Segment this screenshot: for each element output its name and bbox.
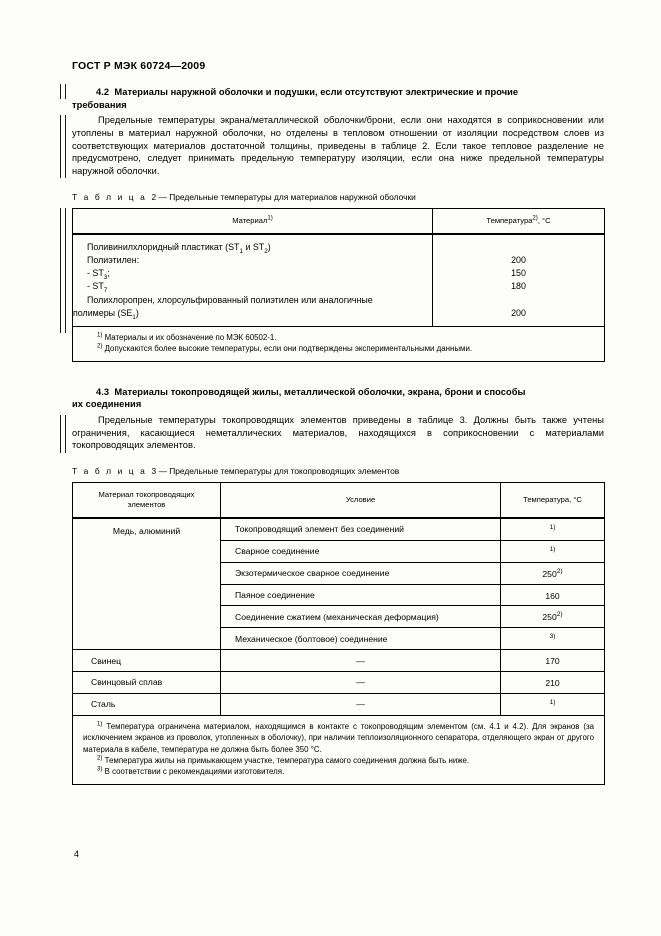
table3-caption	[72, 466, 604, 477]
table3-notes-row	[73, 715, 605, 784]
table2-material-cell	[73, 234, 433, 327]
table2-note-2: $^{2)}$ Допускаются более высокие температуры, если они подтверждены экспериментальными данными.	[97, 342, 473, 354]
table2-notes-row	[73, 326, 605, 361]
table2-material-line-3: - $ST_3$;	[87, 268, 110, 281]
table3-temperature-0: 1)	[501, 518, 605, 540]
table3-temperature-7: 210	[501, 672, 605, 694]
table-row	[73, 518, 605, 540]
table3-condition-0: Токопроводящий элемент без соединений	[221, 518, 501, 540]
change-bar	[60, 115, 66, 178]
table-row	[73, 650, 605, 672]
section-43-heading	[72, 386, 604, 411]
table2-header-temperature	[433, 208, 605, 234]
table3-note-3: $^{3)}$ В соответствии с рекомендациями изготовителя.	[97, 765, 285, 777]
section-42-number: 4.2	[96, 87, 110, 97]
table3-temperature-2: 250$^{2)}$	[501, 562, 605, 584]
table2-notes-cell	[73, 326, 605, 361]
table3-temperature-6: 170	[501, 650, 605, 672]
table2-caption-label: Т а б л и ц а	[72, 191, 147, 202]
change-bar	[60, 415, 66, 453]
table3-header-row	[73, 483, 605, 519]
table3-temperature-5: 3)	[501, 628, 605, 650]
table2-temperature-cell	[433, 234, 605, 327]
table2-header-temperature-text: Температура	[486, 215, 533, 225]
change-bar	[60, 84, 66, 99]
table3-condition-1: Сварное соединение	[221, 540, 501, 562]
table3-temperature-4: 250$^{2)}$	[501, 606, 605, 628]
table2-caption-dash: —	[158, 191, 167, 202]
table2-header-temperature-unit: , °С	[537, 215, 551, 225]
section-43-body-text: Предельные температуры токопроводящих элементов приведены в таблице 3. Должны быть также учтены ограничения, касающиеся неметаллических материалов, находящихся в соприкосновении с материалами токопроводящих элементов.	[72, 414, 604, 451]
table2-header-material	[73, 208, 433, 234]
table2-note-1: $^{1)}$ Материалы и их обозначение по МЭК 60502-1.	[97, 331, 277, 342]
table3-material-copper-aluminium: Медь, алюминий	[73, 518, 221, 650]
table2-material-line-5: Полихлоропрен, хлорсульфированный полиэтилен или аналогичные	[87, 294, 373, 305]
section-43-body	[72, 414, 604, 452]
table3-temperature-3: 160	[501, 584, 605, 606]
table3-header-condition: Условие	[221, 483, 501, 519]
table2-material-line-6: полимеры $(SE_1)$	[73, 307, 139, 321]
table3-condition-6: —	[221, 650, 501, 672]
table3-material-steel: Сталь	[73, 693, 221, 715]
table-row	[73, 672, 605, 694]
table3	[72, 482, 605, 785]
table3-temperature-8: 1)	[501, 693, 605, 715]
table3-condition-4: Соединение сжатием (механическая деформация)	[221, 606, 501, 628]
table3-header-material-text: Материал токопроводящих	[98, 490, 195, 500]
spacer	[433, 294, 604, 307]
standard-header: ГОСТ Р МЭК 60724—2009	[72, 60, 206, 72]
table2-temperature-4: 200	[511, 307, 526, 318]
table3-header-temperature: Температура, °С	[501, 483, 605, 519]
content-column	[72, 86, 604, 785]
table2-header-temperature-footnote: 2)	[532, 214, 538, 222]
table2-caption-number: 2	[151, 191, 157, 202]
table2-caption	[72, 192, 604, 203]
table3-caption-dash: —	[158, 466, 167, 477]
table2-temperature-1: 200	[511, 254, 526, 265]
section-43-number: 4.3	[96, 386, 110, 397]
table3-caption-number: 3	[151, 466, 157, 477]
table3-condition-5: Механическое (болтовое) соединение	[221, 628, 501, 650]
table3-condition-7: —	[221, 672, 501, 694]
section-42-heading	[72, 86, 604, 111]
section-42-title: Материалы наружной оболочки и подушки, если отсутствуют электрические и прочие	[114, 87, 519, 97]
spacer	[433, 241, 604, 254]
table3-caption-label: Т а б л и ц а	[72, 466, 147, 477]
table2-header-row	[73, 208, 605, 234]
table2-material-line-2: Полиэтилен:	[87, 254, 140, 265]
table2-temperature-2: 150	[511, 268, 526, 279]
table3-caption-text: Предельные температуры для токопроводящих элементов	[169, 466, 400, 477]
table2-material-line-4: - $ST_7$	[87, 281, 108, 295]
table2-caption-text: Предельные температуры для материалов наружной оболочки	[169, 191, 416, 202]
table3-condition-8: —	[221, 693, 501, 715]
page-number: 4	[74, 849, 80, 859]
section-43-title: Материалы токопроводящей жилы, металлической оболочки, экрана, брони и способы	[114, 386, 526, 397]
table3-material-lead-alloy: Свинцовый сплав	[73, 672, 221, 694]
table3-condition-3: Паяное соединение	[221, 584, 501, 606]
table3-note-2: $^{2)}$ Температура жилы на примыкающем участке, температура самого соединения должна быть ниже.	[97, 754, 470, 765]
section-42-body-text: Предельные температуры экрана/металлической оболочки/брони, если они находятся в соприкосновении или утоплены в материал наружной оболочки, но отделены в тепловом отношении от изоляции посредством слоев из соответствующих материалов достаточной толщины, приведены в таблице 2. Если такое тепловое разделение не предусмотрено, следует принимать предельную температуру изоляции, если она ниже предельной температуры наружной оболочки.	[72, 115, 604, 176]
section-43-title-cont: их соединения	[72, 399, 142, 410]
table2	[72, 208, 605, 362]
table3-temperature-1: 1)	[501, 540, 605, 562]
table3-note-1: $^{1)}$ Температура ограничена материалом, находящимся в контакте с токопроводящим элементом (см. 4.1 и 4.2). Для экранов (за исключением экранов из проволок, утопленных в оболочку), при наличии теплоизоляционного сепаратора, отделяющего экран от другого материала в кабеле, температура не должна быть более 350 °С.	[83, 720, 594, 754]
table3-header-material-cont: элементов	[127, 500, 166, 510]
table2-body-row	[73, 234, 605, 327]
table3-material-lead: Свинец	[73, 650, 221, 672]
table2-header-material-text: Материал	[232, 215, 268, 225]
table-row	[73, 693, 605, 715]
table2-header-material-footnote: 1)	[267, 214, 273, 222]
table3-notes-cell	[73, 715, 605, 784]
change-bar	[60, 208, 66, 333]
table2-temperature-3: 180	[511, 281, 526, 292]
table3-header-material	[73, 483, 221, 519]
table2-material-line-1: Поливинилхлоридный пластикат ($ST_1$ и $ST_2$)	[87, 241, 271, 255]
section-42-title-cont: требования	[72, 99, 127, 110]
section-42-body	[72, 114, 604, 178]
table3-condition-2: Экзотермическое сварное соединение	[221, 562, 501, 584]
